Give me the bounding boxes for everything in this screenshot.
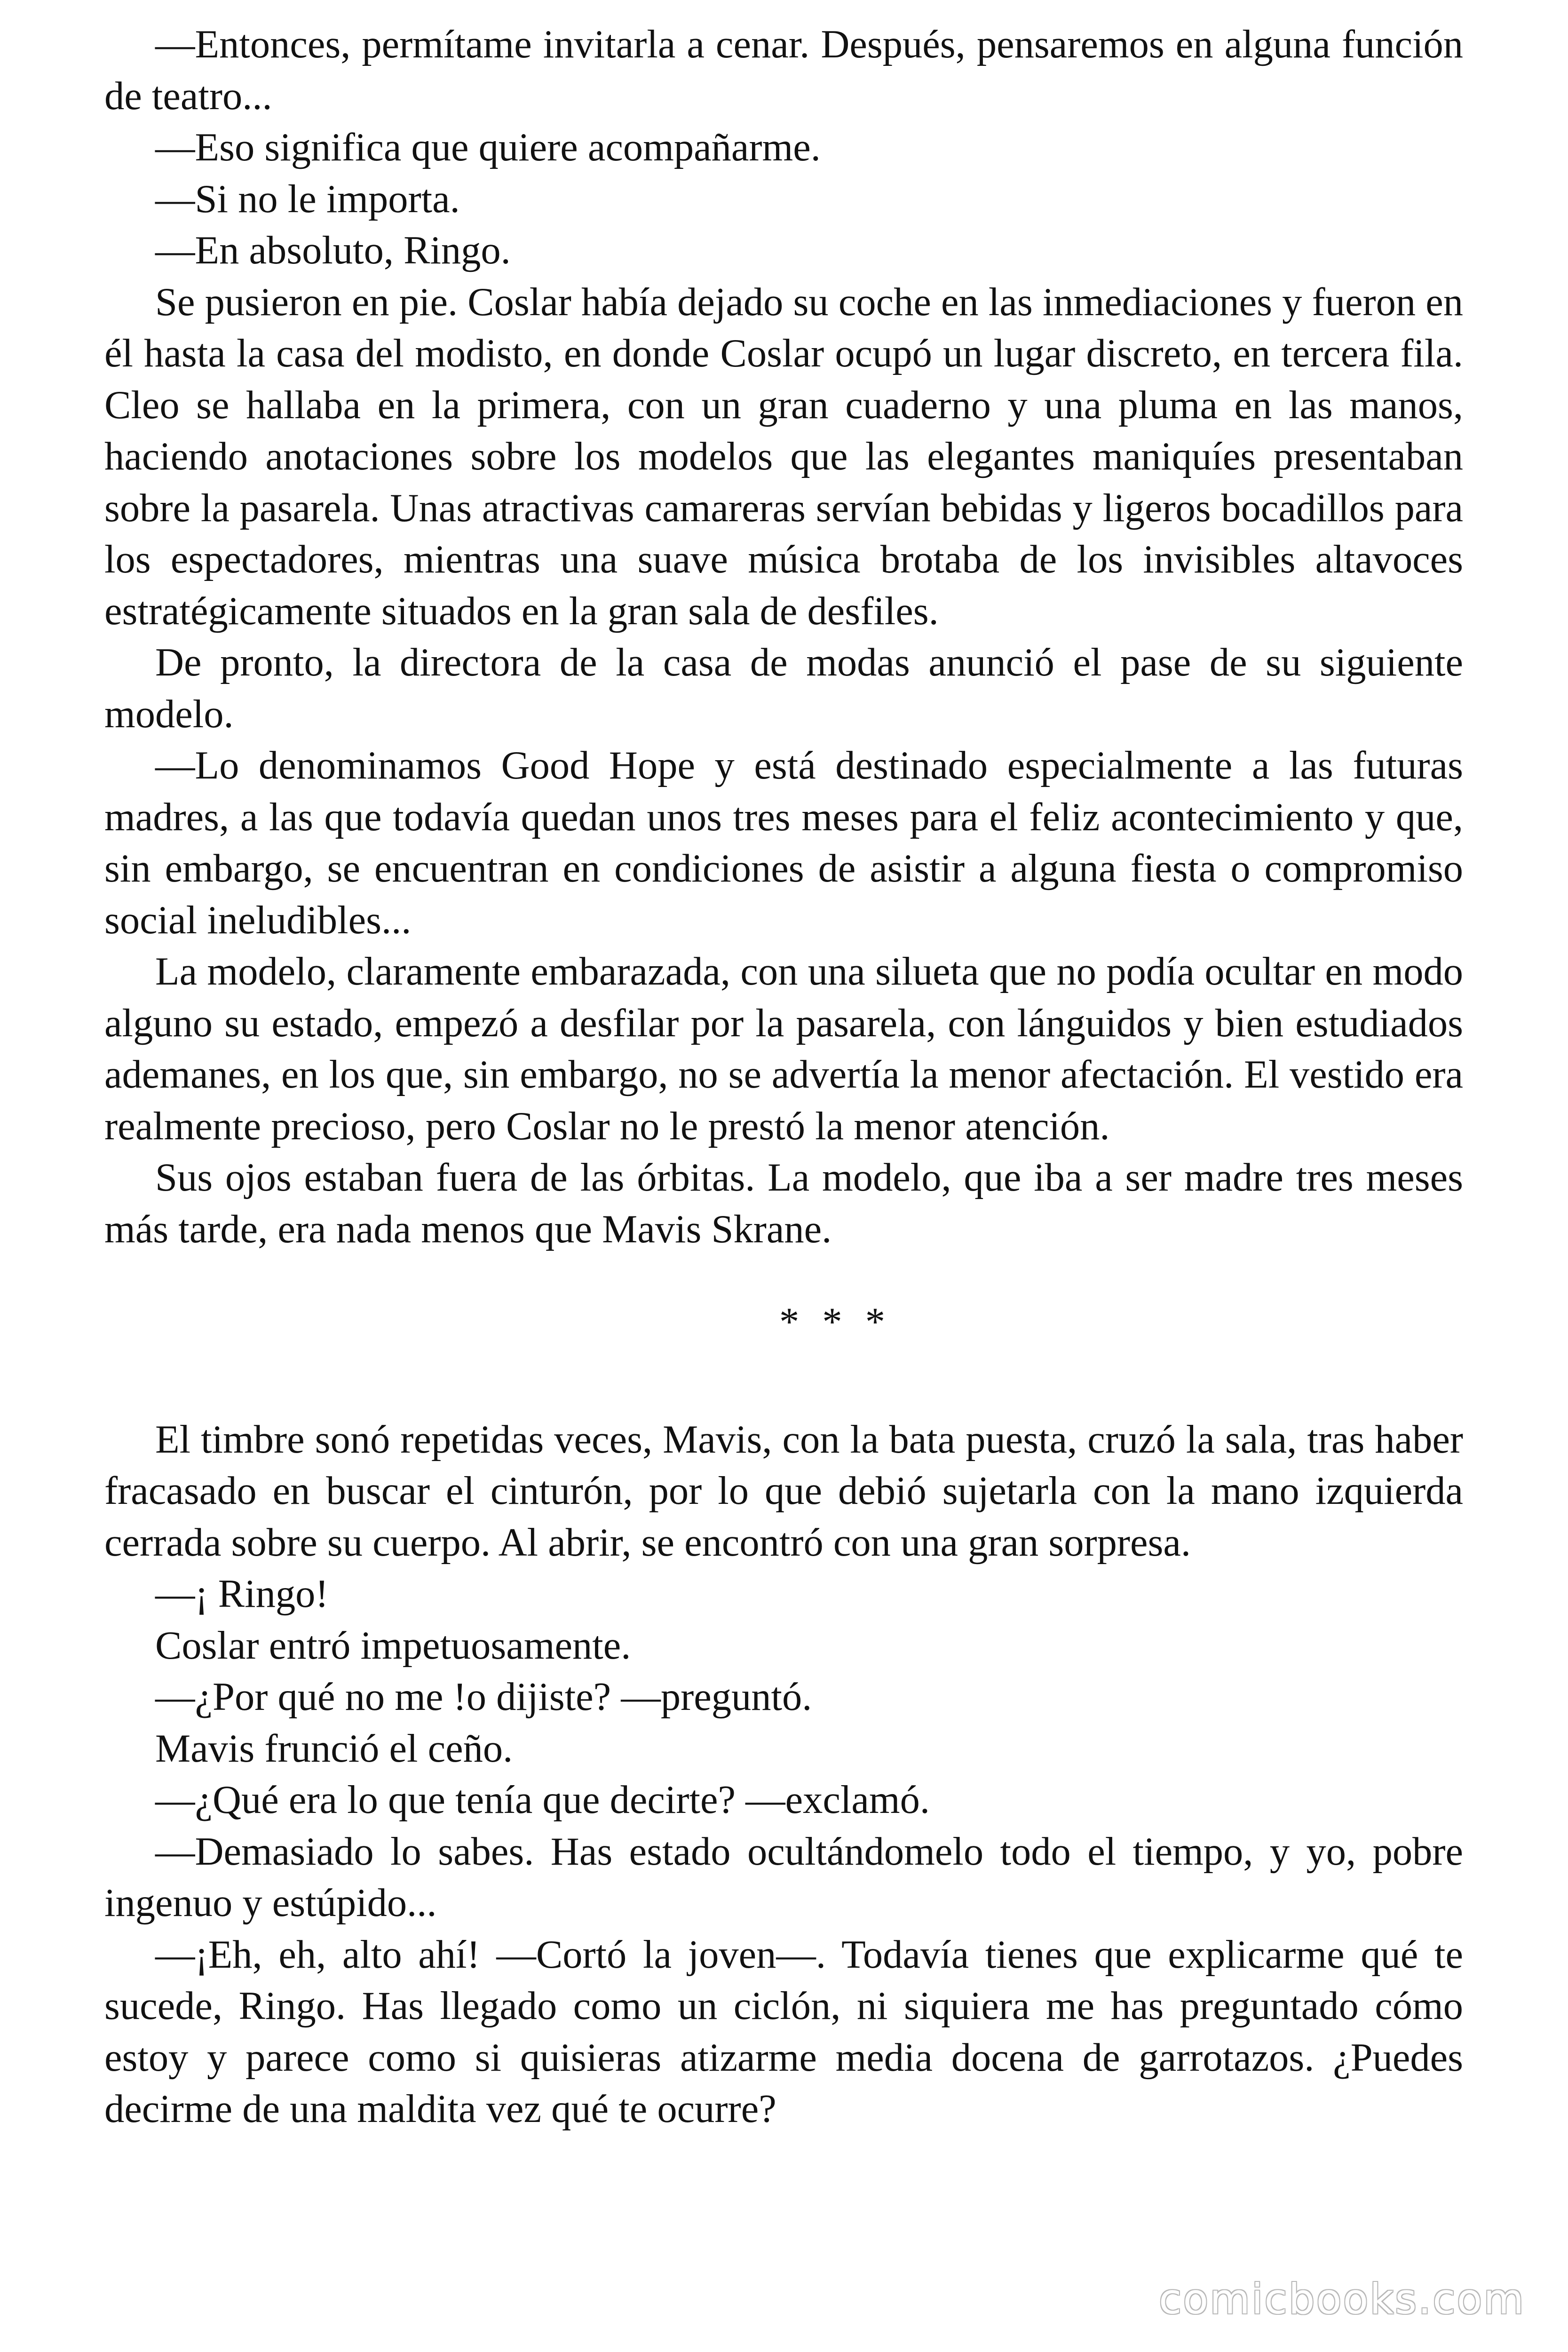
paragraph: La modelo, claramente embarazada, con una silueta que no podía ocultar en modo alguno su estado, empezó a desfilar por la pasarela, con lánguidos y bien estudiados ademanes, en los que, sin embargo, no se advertía la menor afectación. El vestido era realmente precioso, pero Coslar no le prestó la menor atención.: [104, 950, 1463, 1148]
paragraph: —Eso significa que quiere acompañarme.: [155, 126, 821, 169]
paragraph: —¡Eh, eh, alto ahí! —Cortó la joven—. Todavía tienes que explicarme qué te sucede, Ringo. Has llegado como un ciclón, ni siquiera me has preguntado cómo estoy y parece como si quisieras atizarme media docena de garrotazos. ¿Puedes decirme de una maldita vez qué te ocurre?: [104, 1932, 1463, 2131]
page-body: [104, 19, 1463, 2135]
paragraph: Sus ojos estaban fuera de las órbitas. La modelo, que iba a ser madre tres meses más tarde, era nada menos que Mavis Skrane.: [104, 1156, 1463, 1251]
paragraph: —¿Qué era lo que tenía que decirte? —exclamó.: [155, 1778, 930, 1822]
paragraph: Coslar entró impetuosamente.: [155, 1623, 631, 1668]
paragraph: —¿Por qué no me !o dijiste? —preguntó.: [155, 1675, 812, 1719]
paragraph: Mavis frunció el ceño.: [155, 1726, 513, 1771]
paragraph: De pronto, la directora de la casa de modas anunció el pase de su siguiente modelo.: [104, 641, 1463, 736]
paragraph: —Lo denominamos Good Hope y está destinado especialmente a las futuras madres, a las que todavía quedan unos tres meses para el feliz acontecimiento y que, sin embargo, se encuentran en condiciones de asistir a alguna fiesta o compromiso social ineludibles...: [104, 744, 1463, 942]
paragraph: —En absoluto, Ringo.: [155, 229, 511, 272]
paragraph: Se pusieron en pie. Coslar había dejado su coche en las inmediaciones y fueron en él hasta la casa del modisto, en donde Coslar ocupó un lugar discreto, en tercera fila. Cleo se hallaba en la primera, con un gran cuaderno y una pluma en las manos, haciendo anotaciones sobre los modelos que las elegantes maniquíes presentaban sobre la pasarela. Unas atractivas camareras servían bebidas y ligeros bocadillos para los espectadores, mientras una suave música brotaba de los invisibles altavoces estratégicamente situados en la gran sala de desfiles.: [104, 280, 1463, 633]
paragraph: —¡ Ringo!: [155, 1572, 329, 1616]
watermark: comicbooks.com: [1159, 2275, 1526, 2323]
paragraph: El timbre sonó repetidas veces, Mavis, con la bata puesta, cruzó la sala, tras haber fracasado en buscar el cinturón, por lo que debió sujetarla con la mano izquierda cerrada sobre su cuerpo. Al abrir, se encontró con una gran sorpresa.: [104, 1417, 1463, 1565]
paragraph: —Demasiado lo sabes. Has estado ocultándomelo todo el tiempo, y yo, pobre ingenuo y estúpido...: [104, 1829, 1463, 1925]
paragraph: —Entonces, permítame invitarla a cenar. Después, pensaremos en alguna función de teatro...: [104, 23, 1463, 118]
section-separator: * * *: [779, 1300, 892, 1344]
paragraph: —Si no le importa.: [155, 177, 460, 221]
